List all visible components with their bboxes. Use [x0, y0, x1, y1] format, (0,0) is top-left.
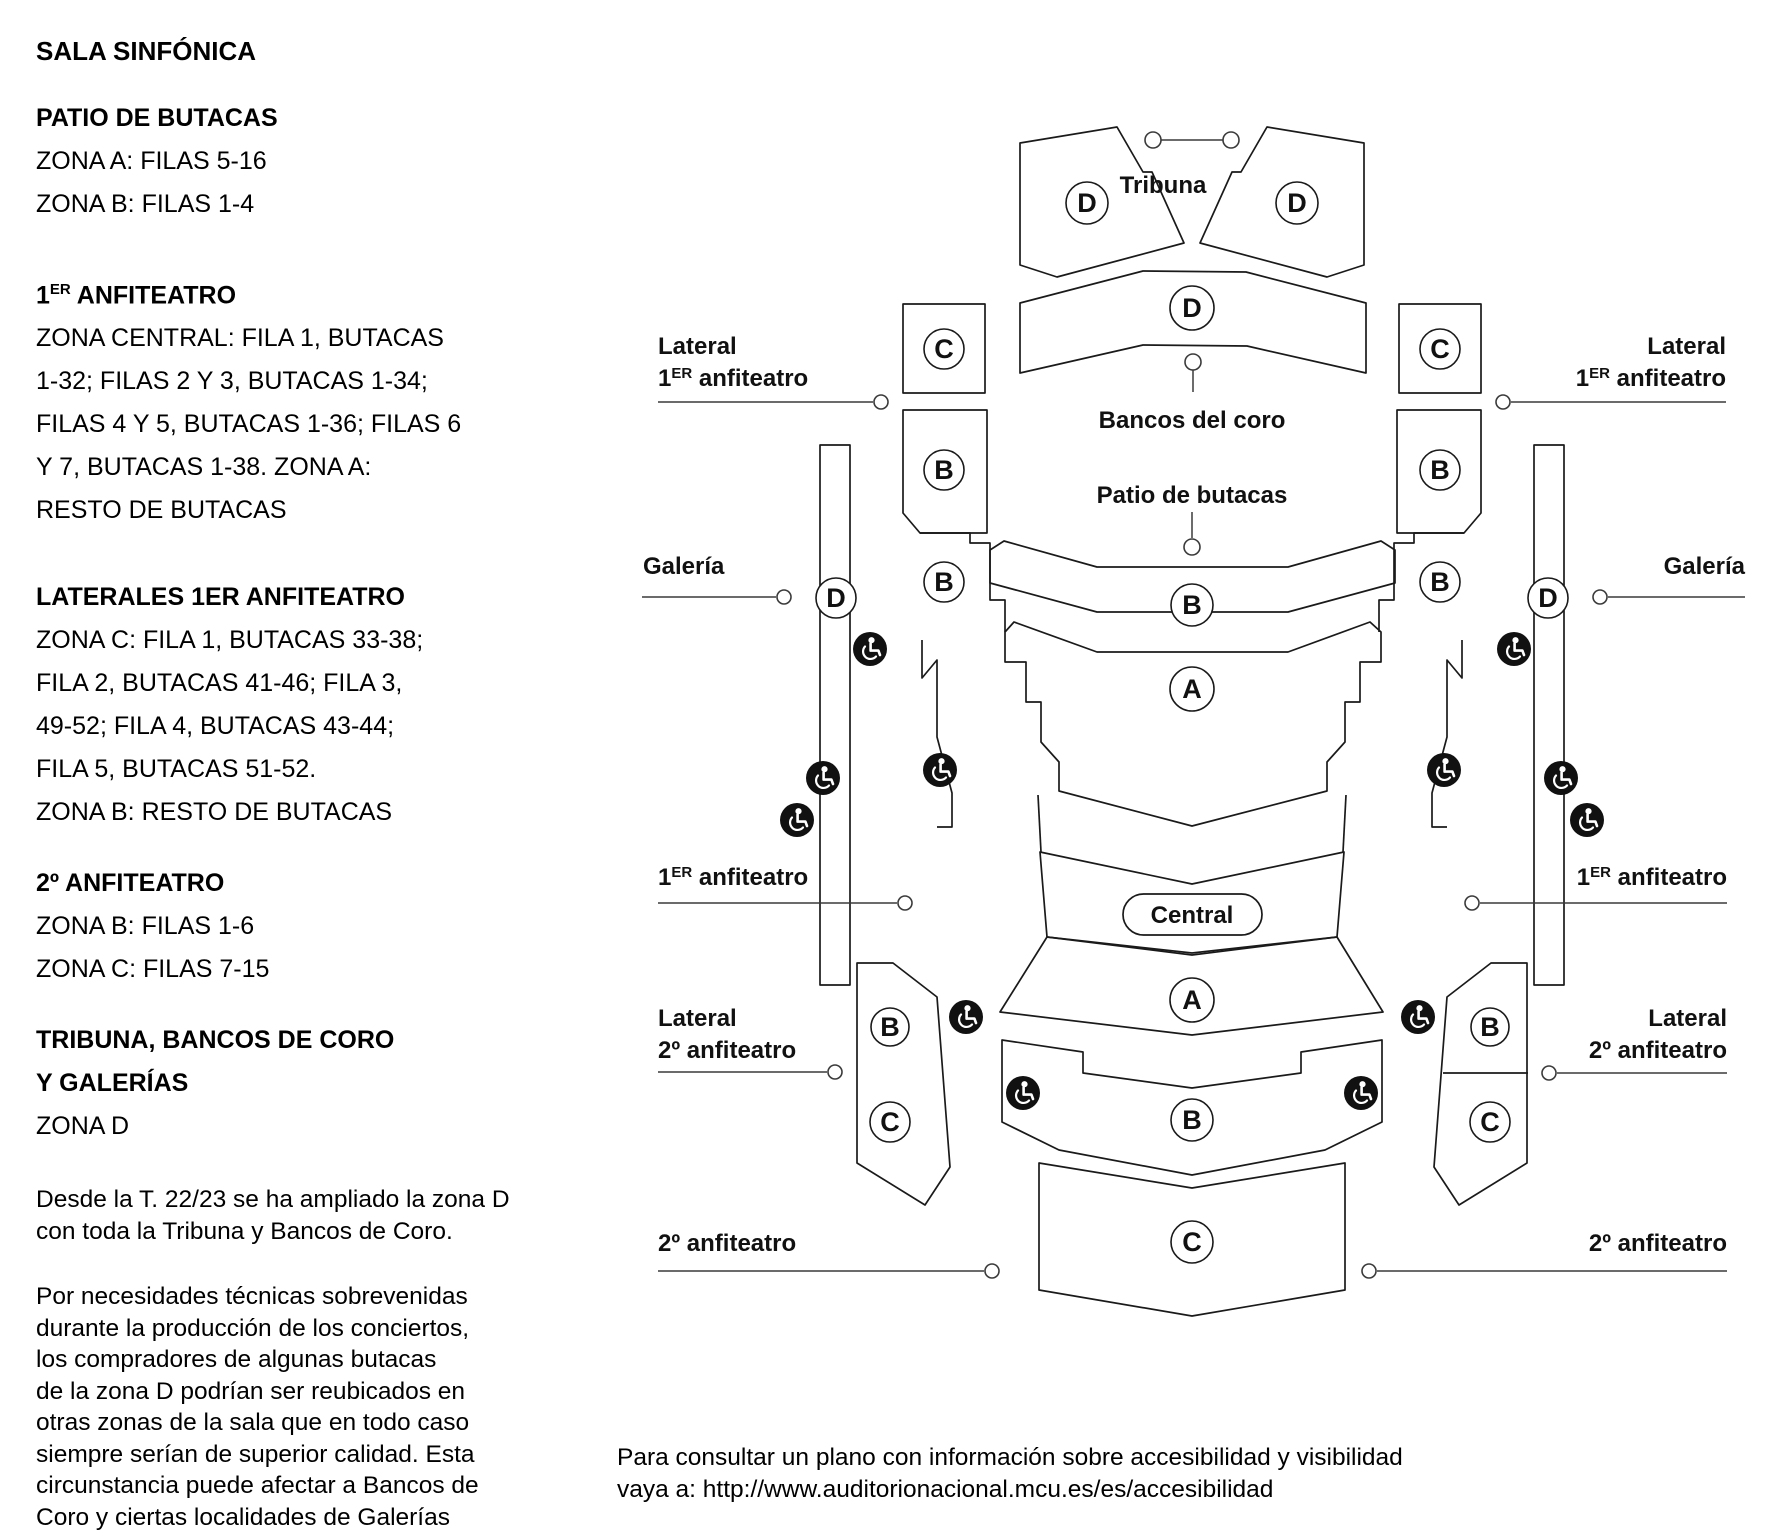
wheelchair-icon — [1544, 761, 1578, 795]
lateral-2-right — [1434, 963, 1527, 1205]
svg-text:C: C — [1430, 334, 1450, 364]
accessibility-note-url: vaya a: http://www.auditorionacional.mcu.es/es/accesibilidad — [617, 1476, 1274, 1503]
label-lateral-2-right — [1542, 1005, 1727, 1080]
label-2-anfiteatro-left — [658, 1230, 999, 1278]
svg-text:D: D — [1182, 293, 1202, 323]
label-1er-anfiteatro-right — [1465, 864, 1727, 910]
patio-zona-a-area — [1005, 622, 1381, 826]
legend-line: ZONA C: FILA 1, BUTACAS 33-38; — [36, 626, 424, 655]
wheelchair-icon — [923, 753, 957, 787]
arm-right — [1343, 795, 1346, 852]
section-heading: Y GALERÍAS — [36, 1069, 189, 1098]
svg-text:2º anfiteatro: 2º anfiteatro — [1588, 1230, 1727, 1257]
svg-text:Lateral: Lateral — [658, 1005, 737, 1032]
wheelchair-icon — [1006, 1076, 1040, 1110]
svg-text:B: B — [934, 455, 954, 485]
lateral-2-left — [857, 963, 950, 1205]
patio-indicator-dot — [1184, 539, 1200, 555]
legend-line: ZONA D — [36, 1112, 130, 1141]
zone-marker-d-bancos — [1170, 286, 1214, 330]
svg-text:1ER anfiteatro: 1ER anfiteatro — [1576, 864, 1727, 891]
legend-line: 1-32; FILAS 2 Y 3, BUTACAS 1-34; — [36, 367, 428, 396]
tribuna-connector-dot-left — [1145, 132, 1161, 148]
zone-marker-b-patio — [1171, 584, 1213, 626]
zone-marker-b-wall-left — [924, 562, 964, 602]
galeria-strip-right — [1534, 445, 1564, 985]
svg-text:2º anfiteatro: 2º anfiteatro — [658, 1230, 797, 1257]
zone-marker-c-lateral2-left — [870, 1102, 910, 1142]
wheelchair-icon — [1344, 1076, 1378, 1110]
patio-de-butacas-label: Patio de butacas — [1096, 482, 1288, 509]
legend-line: ZONA C: FILAS 7-15 — [36, 955, 270, 984]
zone-marker-a-band — [1170, 978, 1214, 1022]
legend-line: ZONA B: FILAS 1-4 — [36, 190, 255, 218]
zone-marker-a-patio — [1170, 667, 1214, 711]
galeria-strip-left — [820, 445, 850, 985]
legend-line: FILAS 4 Y 5, BUTACAS 1-36; FILAS 6 — [36, 410, 462, 439]
wheelchair-icon — [1427, 753, 1461, 787]
wheelchair-icon — [949, 1000, 983, 1034]
svg-text:D: D — [1287, 188, 1307, 218]
section-heading: TRIBUNA, BANCOS DE CORO — [36, 1026, 395, 1055]
svg-text:2º anfiteatro: 2º anfiteatro — [1588, 1037, 1727, 1064]
svg-text:Galería: Galería — [643, 553, 725, 580]
section-heading: PATIO DE BUTACAS — [36, 104, 278, 132]
central-label: Central — [1150, 902, 1234, 929]
bancos-indicator-dot — [1185, 354, 1201, 370]
label-2-anfiteatro-right — [1362, 1230, 1727, 1278]
zone-marker-b-wall-right — [1420, 562, 1460, 602]
svg-text:1ER anfiteatro: 1ER anfiteatro — [658, 864, 809, 891]
zone-marker-b-lateral2-right — [1471, 1008, 1509, 1046]
wheelchair-icon — [853, 632, 887, 666]
svg-text:D: D — [1538, 583, 1558, 613]
label-1er-anfiteatro-left — [658, 864, 912, 910]
zone-marker-b-box-left — [924, 450, 964, 490]
zone-marker-d-galeria-right — [1528, 578, 1568, 618]
svg-text:C: C — [934, 334, 954, 364]
section-heading: LATERALES 1ER ANFITEATRO — [36, 583, 405, 612]
wheelchair-icon — [1401, 1000, 1435, 1034]
legend-line: FILA 5, BUTACAS 51-52. — [36, 755, 317, 784]
wheelchair-icon — [1570, 803, 1604, 837]
svg-text:B: B — [1480, 1012, 1500, 1042]
wall-zigzag-right — [1432, 640, 1462, 827]
svg-text:B: B — [1182, 590, 1202, 620]
zone-marker-b-lateral2-left — [871, 1008, 909, 1046]
svg-text:C: C — [1182, 1227, 1202, 1257]
label-galeria-right — [1593, 553, 1746, 604]
label-lateral-1er-left — [658, 333, 888, 409]
svg-text:Lateral: Lateral — [1647, 333, 1726, 360]
legend-line: 49-52; FILA 4, BUTACAS 43-44; — [36, 712, 395, 741]
label-lateral-1er-right — [1496, 333, 1726, 409]
zone-marker-c-band — [1171, 1221, 1213, 1263]
tribuna-connector-dot-right — [1223, 132, 1239, 148]
svg-text:C: C — [1480, 1107, 1500, 1137]
section-heading: 2º ANFITEATRO — [36, 869, 225, 898]
svg-text:B: B — [880, 1012, 900, 1042]
svg-text:D: D — [826, 583, 846, 613]
svg-text:Lateral: Lateral — [658, 333, 737, 360]
legend-line: FILA 2, BUTACAS 41-46; FILA 3, — [36, 669, 403, 698]
wall-zigzag-left — [922, 640, 952, 827]
zone-marker-d-galeria-left — [816, 578, 856, 618]
arm-left — [1038, 795, 1041, 852]
section-heading: 1ER ANFITEATRO — [36, 281, 237, 310]
legend-line: ZONA A: FILAS 5-16 — [36, 147, 267, 175]
zone-marker-c-box-right — [1420, 329, 1460, 369]
note-zona-d: Desde la T. 22/23 se ha ampliado la zona D con toda la Tribuna y Bancos de Coro. — [36, 1186, 510, 1245]
svg-text:B: B — [934, 567, 954, 597]
zone-marker-c-box-left — [924, 329, 964, 369]
svg-text:1ER anfiteatro: 1ER anfiteatro — [658, 365, 809, 392]
zone-marker-c-lateral2-right — [1470, 1102, 1510, 1142]
legend-line: RESTO DE BUTACAS — [36, 496, 287, 525]
svg-text:A: A — [1182, 674, 1202, 704]
svg-text:Lateral: Lateral — [1648, 1005, 1727, 1032]
svg-text:B: B — [1430, 567, 1450, 597]
tribuna-label: Tribuna — [1119, 172, 1207, 199]
svg-text:D: D — [1077, 188, 1097, 218]
legend-line: ZONA B: FILAS 1-6 — [36, 912, 255, 941]
legend-line: ZONA B: RESTO DE BUTACAS — [36, 798, 393, 827]
wheelchair-icon — [1497, 632, 1531, 666]
label-lateral-2-left — [658, 1005, 842, 1079]
note-technical: Por necesidades técnicas sobrevenidas durante la producción de los conciertos, los compradores de algunas butacas de la zona D podrían ser reubicados en otras zonas de la sala que en todo caso siempre serían de superior calidad. Esta circunstancia puede afectar a Bancos de Coro y ciertas localidades de Galerías — [36, 1283, 479, 1531]
bancos-del-coro-label: Bancos del coro — [1098, 407, 1286, 434]
svg-text:B: B — [1430, 455, 1450, 485]
svg-text:C: C — [880, 1107, 900, 1137]
zone-marker-d-tribuna-right — [1276, 182, 1318, 224]
accessibility-note — [617, 1442, 1403, 1506]
svg-text:1ER anfiteatro: 1ER anfiteatro — [1575, 365, 1726, 392]
legend-line: Y 7, BUTACAS 1-38. ZONA A: — [36, 453, 372, 482]
svg-text:2º anfiteatro: 2º anfiteatro — [658, 1037, 797, 1064]
wheelchair-icon — [806, 761, 840, 795]
zone-marker-d-tribuna-left — [1066, 182, 1108, 224]
legend-line: ZONA CENTRAL: FILA 1, BUTACAS — [36, 324, 444, 353]
page-title: SALA SINFÓNICA — [36, 36, 257, 66]
zone-marker-b-band — [1171, 1099, 1213, 1141]
accessibility-note-line: Para consultar un plano con información sobre accesibilidad y visibilidad — [617, 1444, 1403, 1471]
svg-text:Galería: Galería — [1663, 553, 1745, 580]
svg-text:B: B — [1182, 1105, 1202, 1135]
label-galeria-left — [642, 553, 791, 604]
zone-marker-b-box-right — [1420, 450, 1460, 490]
svg-text:A: A — [1182, 985, 1202, 1015]
wheelchair-icon — [780, 803, 814, 837]
